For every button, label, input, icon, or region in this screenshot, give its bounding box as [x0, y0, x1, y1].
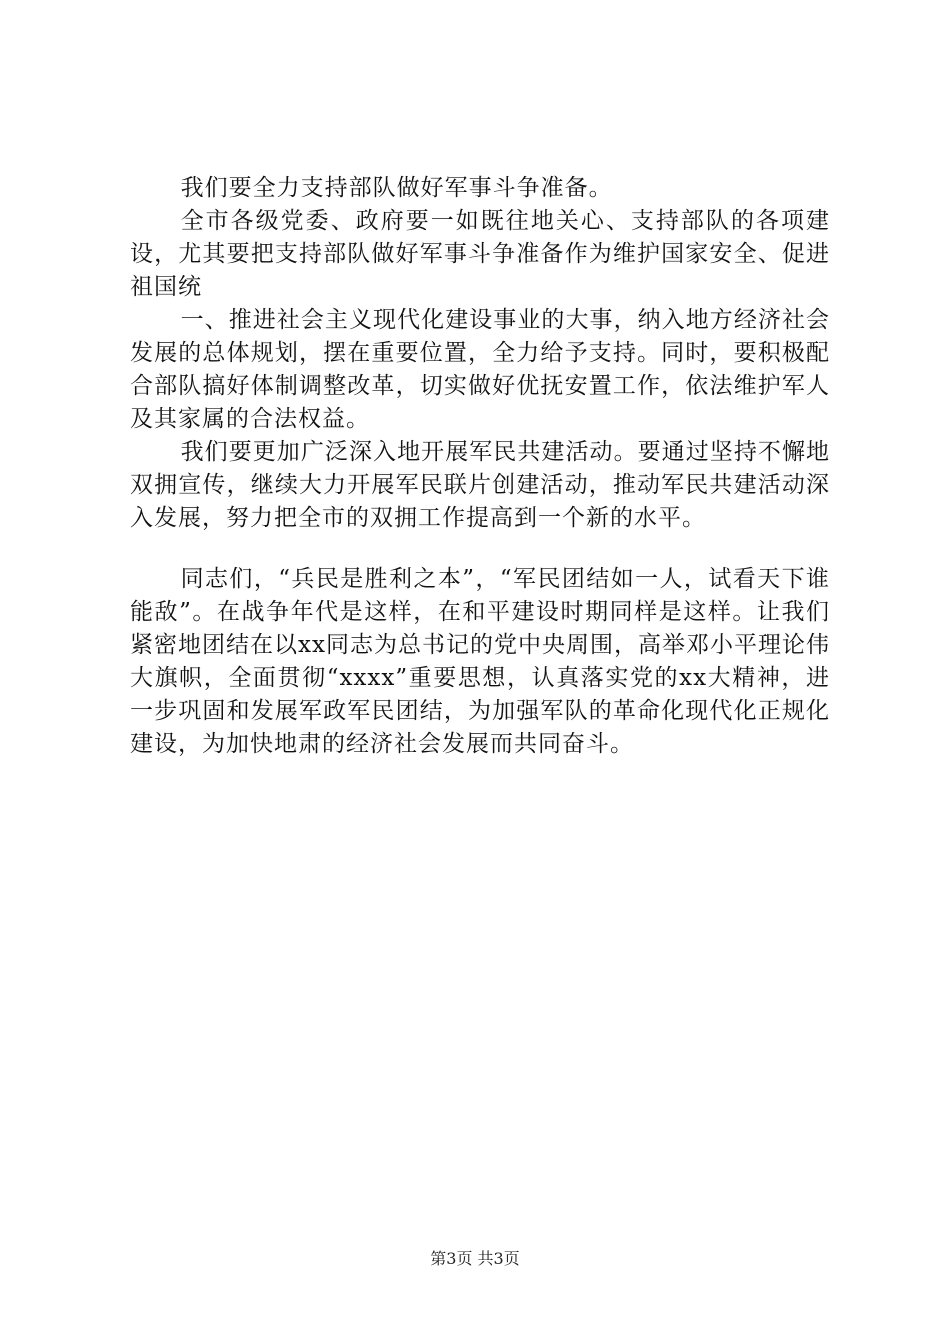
paragraph-3: 一、推进社会主义现代化建设事业的大事，纳入地方经济社会发展的总体规划，摆在重要位置，全力给予支持。同时，要积极配合部队搞好体制调整改革，切实做好优抚安置工作，依法维护军人及其家属的合法权益。 — [130, 307, 830, 432]
document-body — [130, 172, 830, 761]
paragraph-1: 我们要全力支持部队做好军事斗争准备。 — [180, 175, 613, 201]
paragraph-5: 同志们，“兵民是胜利之本”，“军民团结如一人，试看天下谁能敌”。在战争年代是这样，在和平建设时期同样是这样。让我们紧密地团结在以xx同志为总书记的党中央周围，高举邓小平理论伟大旗帜，全面贯彻“xxxx”重要思想，认真落实党的xx大精神，进一步巩固和发展军政军民团结，为加强军队的革命化现代化正规化建设，为加快地肃的经济社会发展而共同奋斗。 — [130, 566, 830, 757]
paragraph-2: 全市各级党委、政府要一如既往地关心、支持部队的各项建设，尤其要把支持部队做好军事斗争准备作为维护国家安全、促进祖国统 — [130, 208, 830, 300]
page-number-footer: 第3页 共3页 — [430, 1249, 520, 1268]
paragraph-4: 我们要更加广泛深入地开展军民共建活动。要通过坚持不懈地双拥宣传，继续大力开展军民联片创建活动，推动军民共建活动深入发展，努力把全市的双拥工作提高到一个新的水平。 — [130, 439, 830, 531]
